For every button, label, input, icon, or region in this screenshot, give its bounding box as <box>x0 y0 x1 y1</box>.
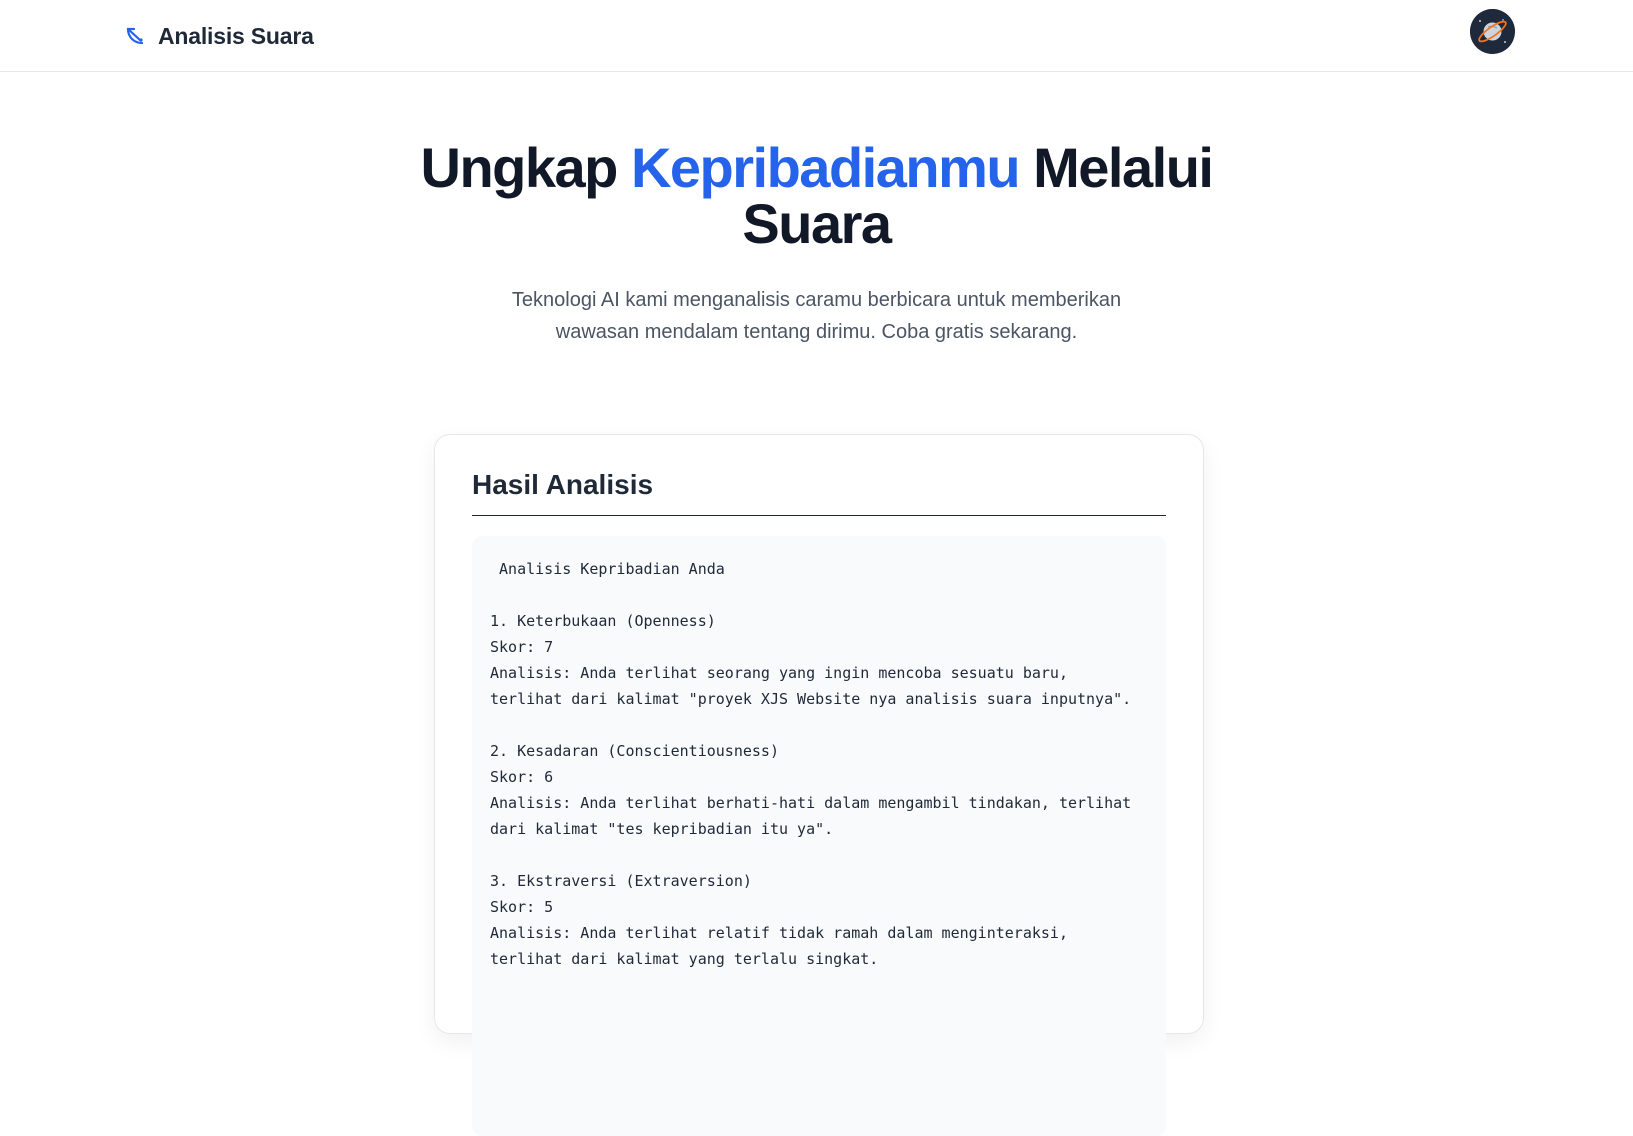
brand-name: Analisis Suara <box>158 22 314 49</box>
hero-title-accent: Kepribadianmu <box>630 136 1020 199</box>
hero-section <box>0 136 1633 348</box>
result-content-box <box>472 536 1166 1136</box>
result-card <box>434 434 1204 1034</box>
hero-title-part2: Melalui Suara <box>742 136 1213 255</box>
hero-title-part1: Ungkap <box>420 136 631 199</box>
top-navbar <box>0 0 1633 72</box>
result-text: Analisis Kepribadian Anda 1. Keterbukaan (Openness) Skor: 7 Analisis: Anda terlihat seorang yang ingin mencoba sesuatu baru, terlihat dari kalimat "proyek XJS Website nya analisis suara inputnya". 2. Kesadaran (Conscientiousness) Skor: 6 Analisis: Anda terlihat berhati-hati dalam mengambil tindakan, terlihat dari kalimat "tes kepribadian itu ya". 3. Ekstraversi (Extraversion) Skor: 5 Analisis: Anda terlihat relatif tidak ramah dalam menginteraksi, terlihat dari kalimat yang terlalu singkat. <box>490 560 1132 968</box>
satellite-dish-icon <box>124 24 148 48</box>
hero-subtitle: Teknologi AI kami menganalisis caramu berbicara untuk memberikan wawasan mendalam tentang dirimu. Coba gratis sekarang. <box>511 289 1122 343</box>
result-card-title: Hasil Analisis <box>472 469 1166 516</box>
user-avatar[interactable] <box>1470 9 1515 54</box>
hero-title <box>367 136 1267 255</box>
planet-icon <box>1470 9 1515 54</box>
brand-link[interactable] <box>124 18 314 54</box>
